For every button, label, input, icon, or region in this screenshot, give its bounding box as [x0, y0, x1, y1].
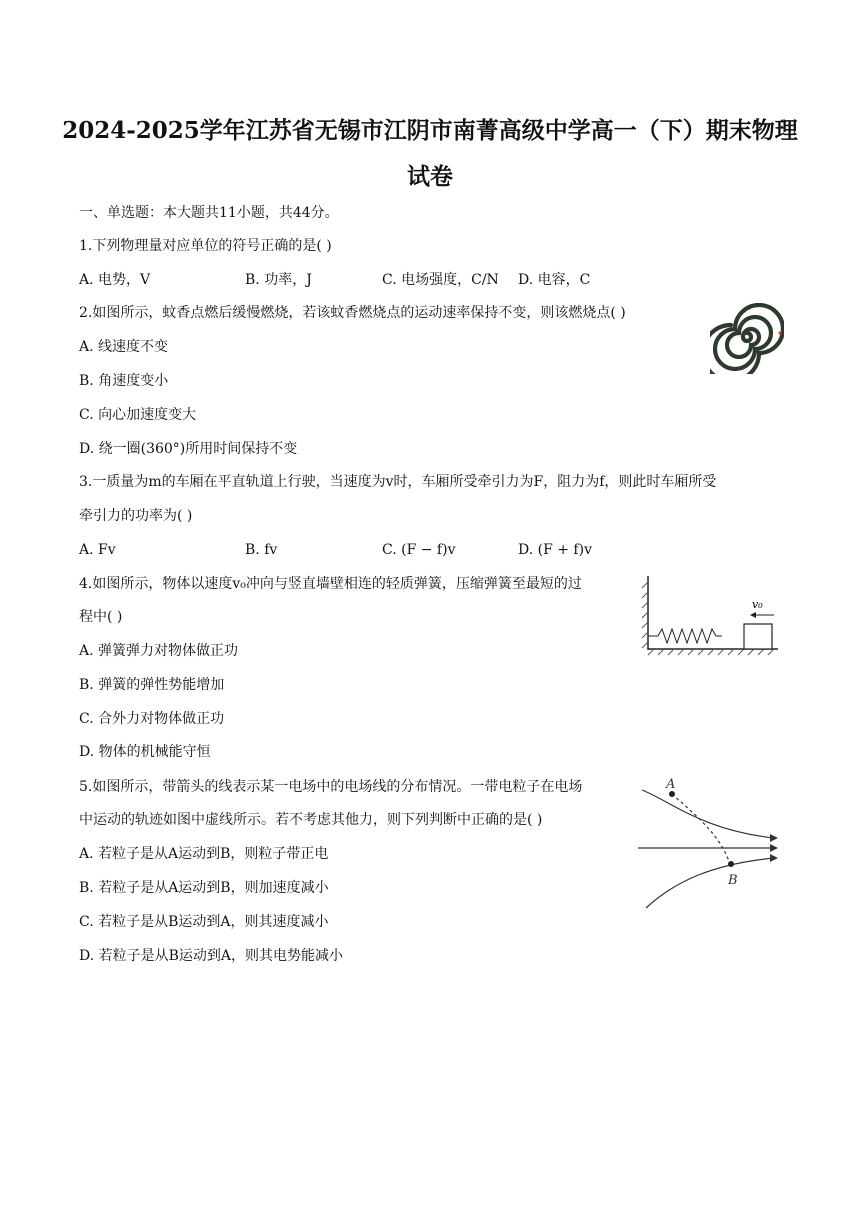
- question-5-stem-line-2: 中运动的轨迹如图中虚线所示。若不考虑其他力，则下列判断中正确的是( ): [79, 812, 543, 828]
- section-heading: 一、单选题：本大题共11小题，共44分。: [79, 205, 339, 221]
- question-3-option-a: A. Fv: [79, 542, 116, 558]
- question-3-option-b: B. fv: [245, 542, 278, 558]
- velocity-label: v₀: [752, 598, 763, 611]
- question-5-stem-line-1: 5.如图所示，带箭头的线表示某一电场中的电场线的分布情况。一带电粒子在电场: [79, 779, 583, 795]
- question-2-stem: 2.如图所示，蚊香点燃后缓慢燃烧，若该蚊香燃烧点的运动速率保持不变，则该燃烧点( ): [79, 305, 626, 321]
- electric-field-figure: [632, 772, 784, 914]
- point-b-label: B: [728, 873, 738, 888]
- question-3-option-c: C. (F − f)v: [382, 542, 456, 558]
- question-3-stem-line-1: 3.一质量为m的车厢在平直轨道上行驶，当速度为v时，车厢所受牵引力为F，阻力为f，则此时车厢所受: [79, 474, 717, 490]
- question-5-option-a: A. 若粒子是从A运动到B，则粒子带正电: [79, 846, 329, 862]
- question-2-option-a: A. 线速度不变: [79, 339, 169, 355]
- question-1-option-b: B. 功率，J: [245, 272, 312, 288]
- question-4-option-c: C. 合外力对物体做正功: [79, 711, 225, 727]
- page-title: 2024-2025学年江苏省无锡市江阴市南菁高级中学高一（下）期末物理试卷: [62, 117, 798, 190]
- question-1-option-c: C. 电场强度，C/N: [382, 272, 499, 288]
- mosquito-coil-figure: [710, 300, 784, 374]
- question-3-stem-line-2: 牵引力的功率为( ): [79, 508, 193, 524]
- question-1-option-a: A. 电势，V: [79, 272, 151, 288]
- question-1-stem: 1.下列物理量对应单位的符号正确的是( ): [79, 238, 332, 254]
- point-a-label: A: [666, 777, 676, 792]
- question-4-option-a: A. 弹簧弹力对物体做正功: [79, 643, 239, 659]
- question-2-option-b: B. 角速度变小: [79, 373, 169, 389]
- question-4-option-b: B. 弹簧的弹性势能增加: [79, 677, 225, 693]
- question-1-option-d: D. 电容，C: [518, 272, 591, 288]
- spring-block-figure: [640, 572, 782, 660]
- question-3-option-d: D. (F + f)v: [518, 542, 592, 558]
- question-5-option-b: B. 若粒子是从A运动到B，则加速度减小: [79, 880, 329, 896]
- question-5-option-d: D. 若粒子是从B运动到A，则其电势能减小: [79, 948, 344, 964]
- question-4-stem-line-1: 4.如图所示，物体以速度v₀冲向与竖直墙壁相连的轻质弹簧，压缩弹簧至最短的过: [79, 576, 582, 592]
- question-2-option-d: D. 绕一圈(360°)所用时间保持不变: [79, 441, 298, 457]
- question-4-stem-line-2: 程中( ): [79, 609, 123, 625]
- question-5-option-c: C. 若粒子是从B运动到A，则其速度减小: [79, 914, 329, 930]
- question-4-option-d: D. 物体的机械能守恒: [79, 744, 211, 760]
- question-2-option-c: C. 向心加速度变大: [79, 407, 197, 423]
